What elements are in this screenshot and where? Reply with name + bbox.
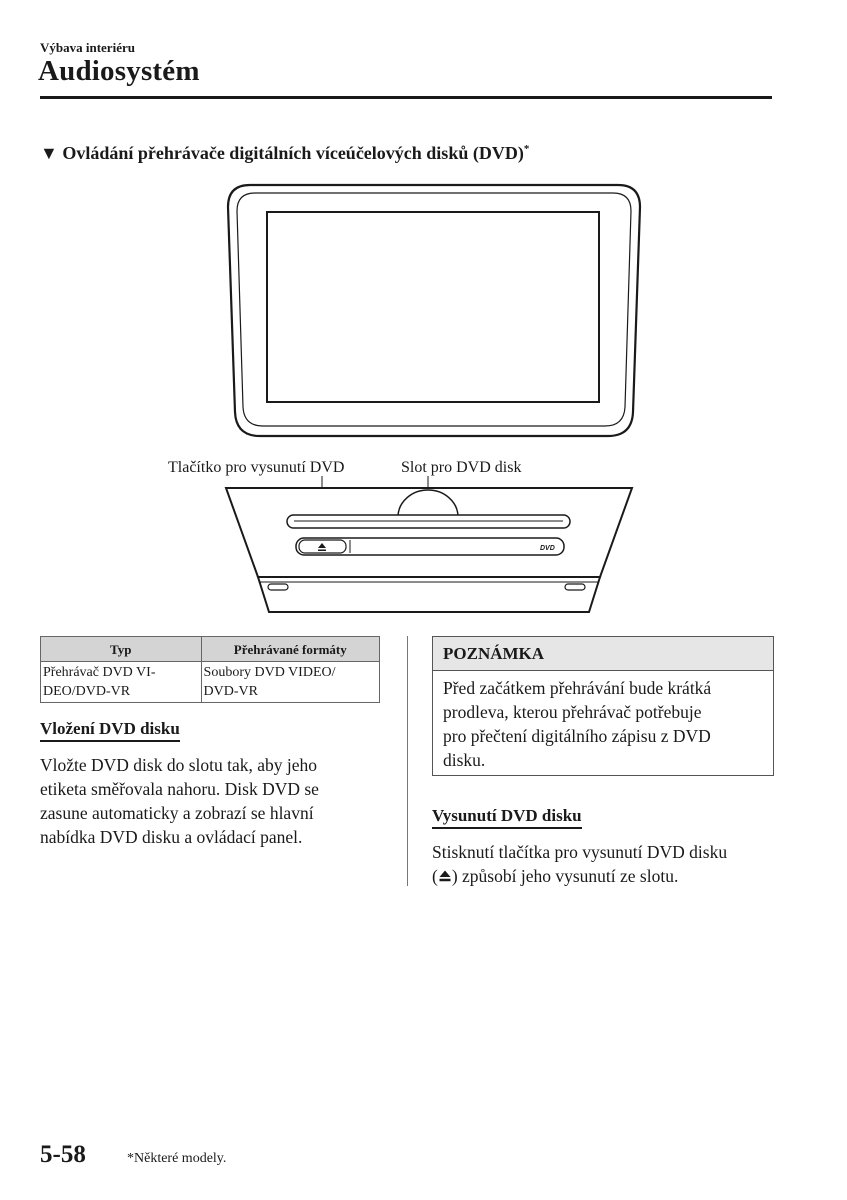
page-number: 5-58 <box>40 1141 86 1168</box>
note-line: pro přečtení digitálního zápisu z DVD <box>443 726 711 746</box>
eject-button-callout: Tlačítko pro vysunutí DVD <box>168 459 345 476</box>
footnote: *Některé modely. <box>127 1151 227 1166</box>
subheading-asterisk: * <box>523 143 530 155</box>
insert-line: nabídka DVD disku a ovládací panel. <box>40 827 303 847</box>
eject-line: Stisknutí tlačítka pro vysunutí DVD disku <box>432 842 728 862</box>
note-line: prodleva, kterou přehrávač potřebuje <box>443 702 702 722</box>
note-line: disku. <box>443 750 486 770</box>
note-box <box>432 636 774 776</box>
eject-icon <box>438 869 452 883</box>
section-label: Výbava interiéru <box>40 40 135 55</box>
dvd-unit-body <box>226 488 632 577</box>
display-screen <box>267 212 599 402</box>
dvd-logo: DVD <box>540 545 555 552</box>
left-side-mark <box>268 584 288 590</box>
eject-paragraph <box>432 840 777 888</box>
formats-table <box>40 636 380 703</box>
insert-line: zasune automaticky a zobrazí se hlavní <box>40 803 314 823</box>
header-formats: Přehrávané formáty <box>201 637 379 662</box>
type-cell: Přehrávač DVD VI- DEO/DVD-VR <box>41 662 202 703</box>
note-body <box>433 671 773 772</box>
note-title: POZNÁMKA <box>433 637 773 671</box>
column-divider <box>407 636 408 886</box>
formats-table-header <box>41 637 380 662</box>
formats-cell: Soubory DVD VIDEO/ DVD-VR <box>201 662 379 703</box>
insert-title: Vložení DVD disku <box>40 719 180 742</box>
insert-line: Vložte DVD disk do slotu tak, aby jeho <box>40 755 318 775</box>
table-row <box>41 662 380 703</box>
eject-title: Vysunutí DVD disku <box>432 806 582 829</box>
insert-line: etiketa směřovala nahoru. Disk DVD se <box>40 779 319 799</box>
page-title: Audiosystém <box>38 55 200 87</box>
eject-paren-open: ( <box>432 866 438 886</box>
note-line: Před začátkem přehrávání bude krátká <box>443 678 712 698</box>
right-side-mark <box>565 584 585 590</box>
slot-callout: Slot pro DVD disk <box>401 459 522 476</box>
subheading-text: ▼ Ovládání přehrávače digitálních víceúčelových disků (DVD) <box>40 143 524 163</box>
eject-section <box>432 806 582 826</box>
insert-paragraph <box>40 753 390 849</box>
eject-line-rest: ) způsobí jeho vysunutí ze slotu. <box>451 866 679 886</box>
insert-section <box>40 719 180 739</box>
eject-line-2 <box>432 864 777 888</box>
header-type: Typ <box>41 637 202 662</box>
